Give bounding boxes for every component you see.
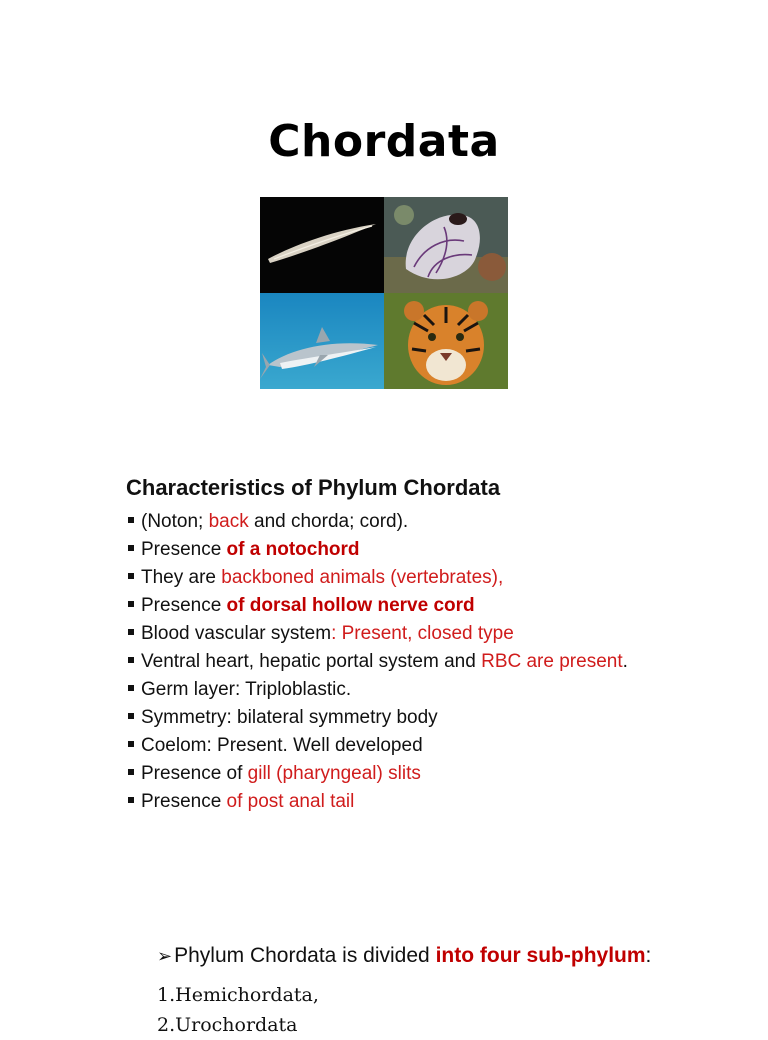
- list-item: 2.Urochordata: [157, 1014, 298, 1036]
- square-bullet-icon: [128, 601, 134, 607]
- square-bullet-icon: [128, 657, 134, 663]
- chordata-photo-collage: [260, 197, 508, 389]
- square-bullet-icon: [128, 685, 134, 691]
- list-item: Presence of gill (pharyngeal) slits: [126, 760, 628, 788]
- characteristics-list: [126, 508, 628, 816]
- tunicate-photo: [384, 197, 508, 293]
- tiger-photo: [384, 293, 508, 389]
- list-item: Symmetry: bilateral symmetry body: [126, 704, 628, 732]
- square-bullet-icon: [128, 769, 134, 775]
- list-item: Coelom: Present. Well developed: [126, 732, 628, 760]
- list-item: Presence of dorsal hollow nerve cord: [126, 592, 628, 620]
- shark-photo: [260, 293, 384, 389]
- square-bullet-icon: [128, 629, 134, 635]
- square-bullet-icon: [128, 797, 134, 803]
- characteristics-heading: Characteristics of Phylum Chordata: [126, 475, 501, 500]
- list-item: Presence of post anal tail: [126, 788, 628, 816]
- square-bullet-icon: [128, 545, 134, 551]
- arrow-bullet-icon: ➢: [157, 946, 173, 966]
- list-item: Presence of a notochord: [126, 536, 628, 564]
- subphylum-list: [157, 980, 319, 1040]
- square-bullet-icon: [128, 573, 134, 579]
- list-item: Ventral heart, hepatic portal system and RBC are present.: [126, 648, 628, 676]
- lancelet-photo: [260, 197, 384, 293]
- list-item: Blood vascular system: Present, closed type: [126, 620, 628, 648]
- square-bullet-icon: [128, 713, 134, 719]
- list-item: 1.Hemichordata,: [157, 984, 319, 1006]
- square-bullet-icon: [128, 517, 134, 523]
- square-bullet-icon: [128, 741, 134, 747]
- page-title: Chordata: [268, 116, 500, 167]
- list-item: (Noton; back and chorda; cord).: [126, 508, 628, 536]
- subphylum-division-statement: ➢Phylum Chordata is divided into four sub-phylum:: [157, 944, 652, 967]
- list-item: Germ layer: Triploblastic.: [126, 676, 628, 704]
- list-item: They are backboned animals (vertebrates),: [126, 564, 628, 592]
